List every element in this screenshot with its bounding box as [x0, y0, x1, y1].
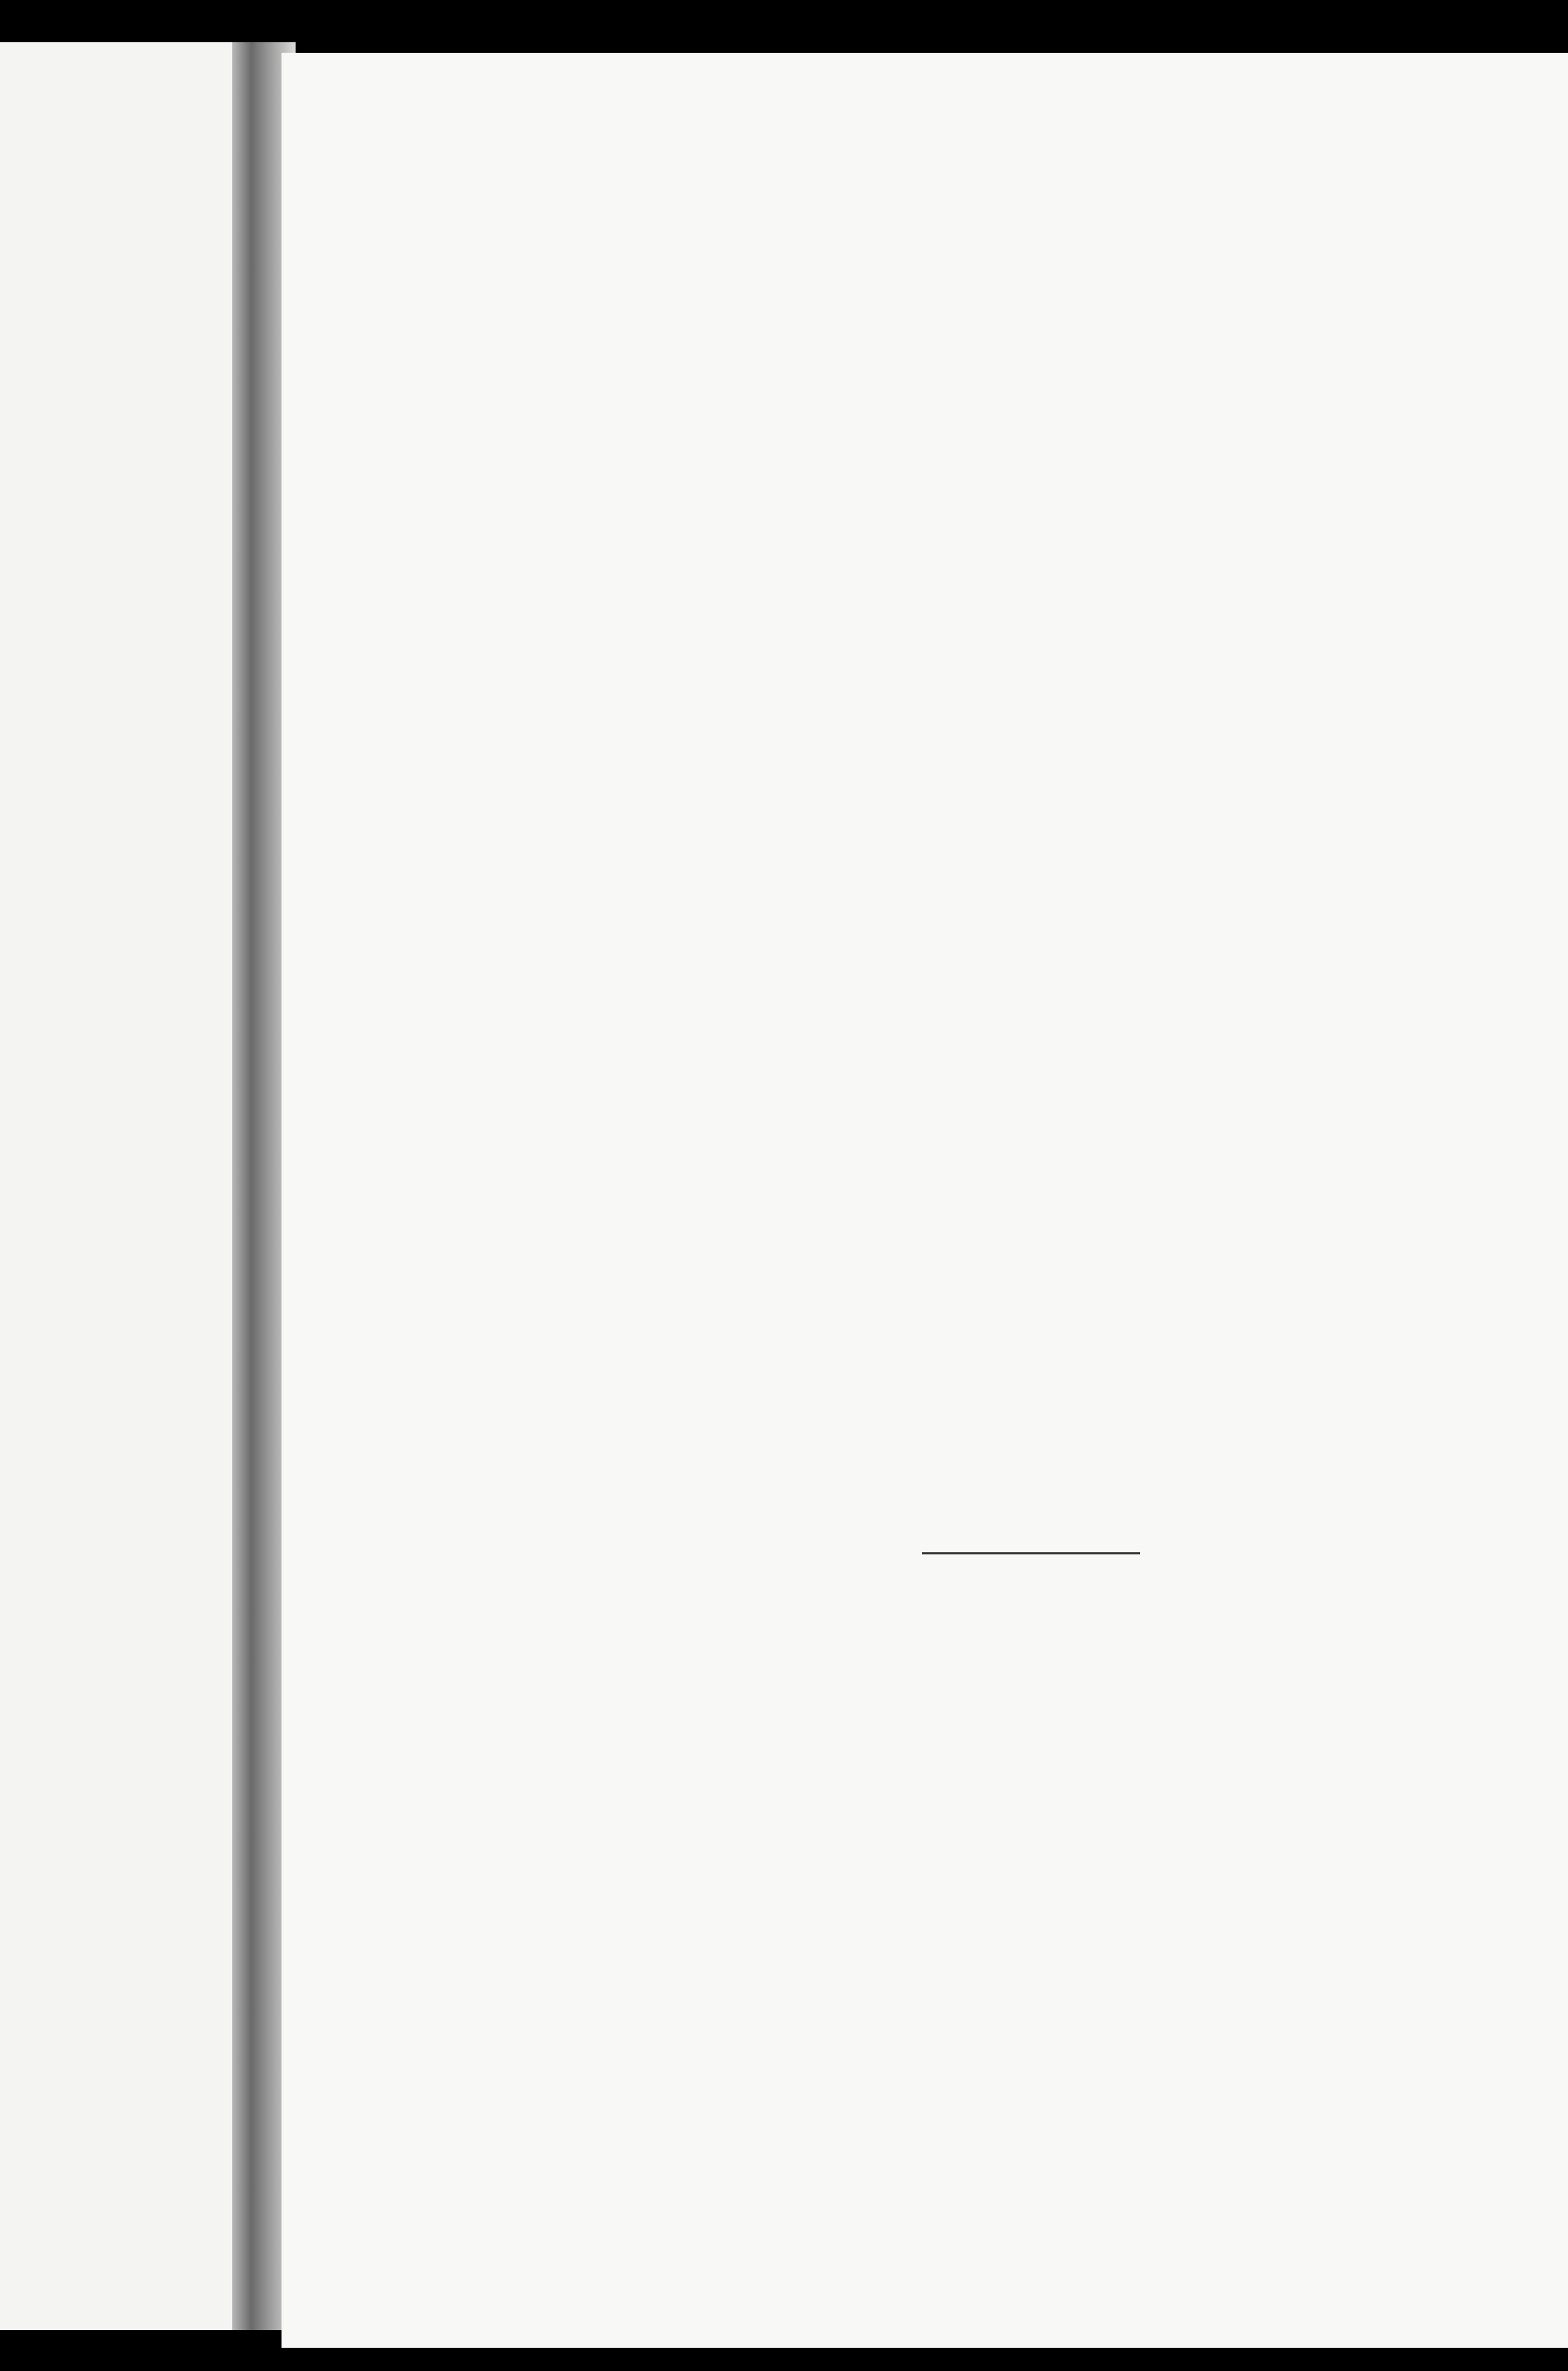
- section-divider: [922, 1552, 1140, 1554]
- left-facing-page: [0, 42, 239, 2330]
- main-page: [282, 53, 1568, 2348]
- running-head: [517, 285, 1510, 327]
